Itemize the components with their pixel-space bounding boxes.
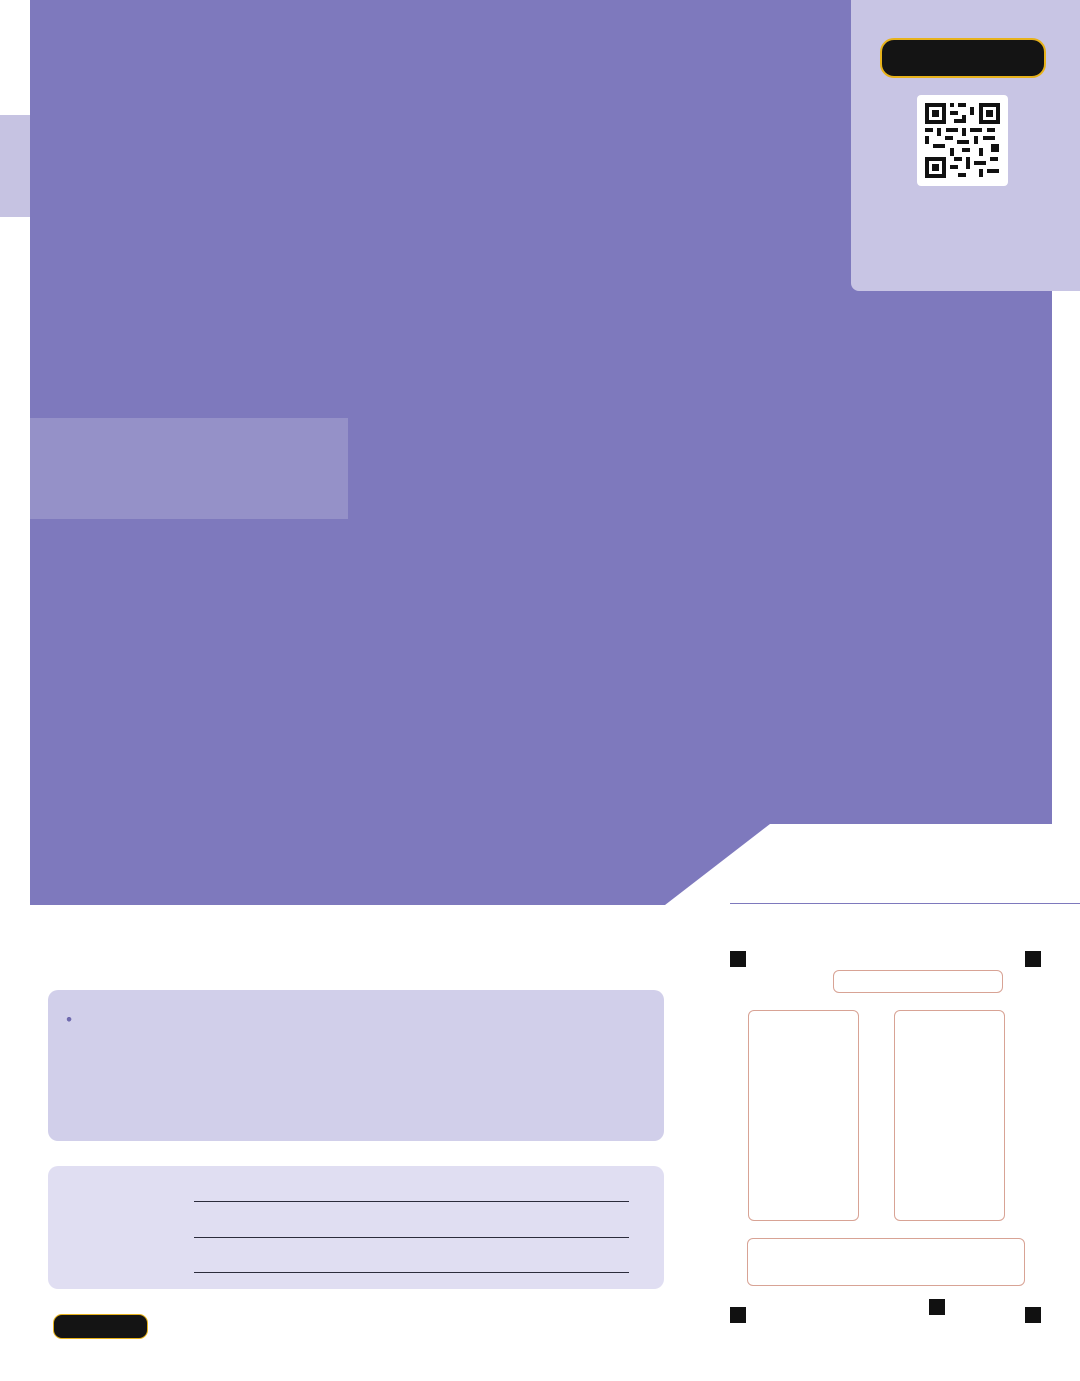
registration-mark bbox=[1025, 951, 1041, 967]
qr-code-icon bbox=[917, 95, 1008, 186]
slogan-divider bbox=[730, 903, 1080, 904]
qr-code[interactable] bbox=[917, 95, 1008, 186]
registration-mark bbox=[730, 951, 746, 967]
registration-mark bbox=[1025, 1307, 1041, 1323]
optik-no-box bbox=[747, 1238, 1025, 1286]
student-form bbox=[48, 1166, 664, 1289]
info-box bbox=[48, 990, 664, 1141]
grade-box bbox=[30, 418, 348, 519]
startfen-logo-footer[interactable] bbox=[53, 1314, 148, 1339]
name-input-line[interactable] bbox=[194, 1201, 629, 1202]
registration-mark bbox=[730, 1307, 746, 1323]
startfen-logo[interactable] bbox=[880, 38, 1046, 78]
registration-mark bbox=[929, 1299, 945, 1315]
answer-column-right bbox=[894, 1010, 1005, 1221]
answer-column-left bbox=[748, 1010, 859, 1221]
class-input-line[interactable] bbox=[194, 1237, 629, 1238]
number-input-line[interactable] bbox=[194, 1272, 629, 1273]
optic-name-field[interactable] bbox=[833, 970, 1003, 993]
left-tab-decoration bbox=[0, 115, 30, 217]
